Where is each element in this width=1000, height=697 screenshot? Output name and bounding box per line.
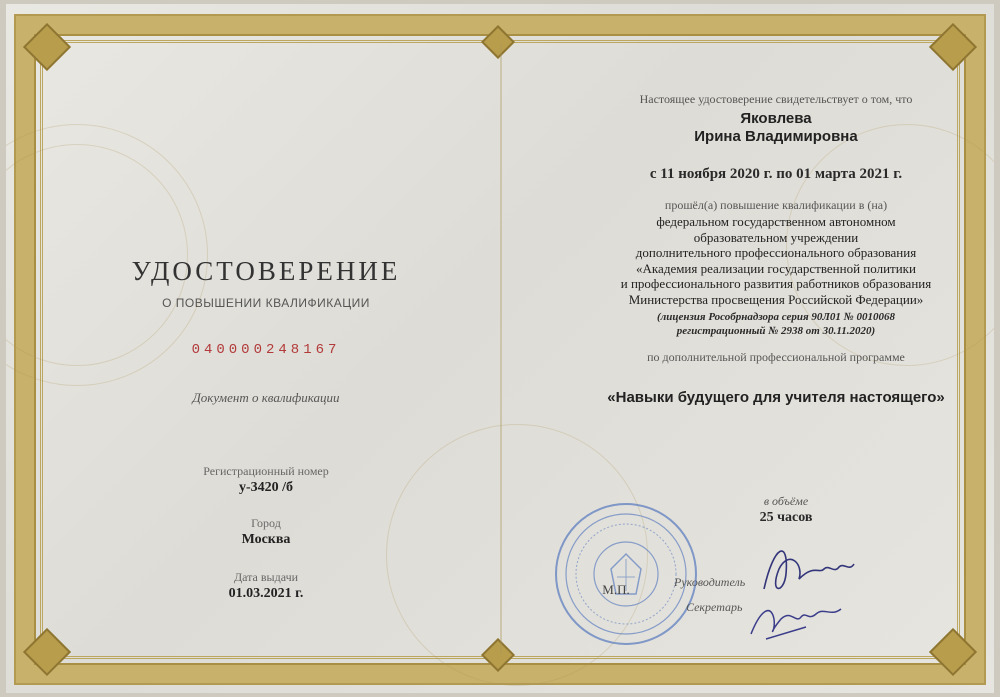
certificate-sheet [6,4,994,693]
org-line: Министерства просвещения Российской Федерации» [628,291,924,307]
issue-date-label: Дата выдачи [233,570,299,584]
secretary-label: Секретарь [686,600,743,614]
page-fold [500,44,502,654]
certificate-subtitle: О ПОВЫШЕНИИ КВАЛИФИКАЦИИ [162,296,370,310]
recipient-given-names: Ирина Владимировна [694,128,858,145]
recipient-surname: Яковлева [740,110,812,127]
org-line: дополнительного профессионального образования [635,245,917,260]
license-line: (лицензия Рособрнадзора серия 90Л01 № 0010068 [656,311,895,323]
issue-date-value: 01.03.2021 г. [228,586,304,601]
certificate-number: 040000248167 [191,342,341,358]
intro-text: Настоящее удостоверение свидетельствует о том, что [639,92,913,106]
reg-number-value: у-3420 /б [238,480,294,495]
program-title: «Навыки будущего для учителя настоящего» [607,389,945,406]
certificate-title: УДОСТОВЕРЕНИЕ [131,256,401,286]
org-line: «Академия реализации государственной политики [636,260,916,276]
head-label: Руководитель [674,575,746,589]
volume-label: в объёме [763,494,809,508]
reg-number-label: Регистрационный номер [203,464,329,478]
recipient-name [566,110,986,146]
secretary-signature [746,589,846,644]
stamp-place-label: М.П. [602,582,630,597]
city-label: Город [251,516,281,530]
organization-name [566,214,986,307]
city-value: Москва [241,532,291,547]
program-label: по дополнительной профессиональной программе [647,350,905,364]
passed-text: прошёл(а) повышение квалификации в (на) [664,198,888,212]
org-line: и профессионального развития работников образования [620,276,932,291]
org-line: образовательном учреждении [693,229,859,245]
course-dates: с 11 ноября 2020 г. по 01 марта 2021 г. [649,166,903,182]
license-info [566,310,986,338]
document-type: Документ о квалификации [192,390,340,405]
license-line: регистрационный № 2938 от 30.11.2020) [676,325,876,337]
official-stamp [551,499,701,649]
org-line: федеральном государственном автономном [656,214,896,229]
volume-value: 25 часов [759,510,813,525]
